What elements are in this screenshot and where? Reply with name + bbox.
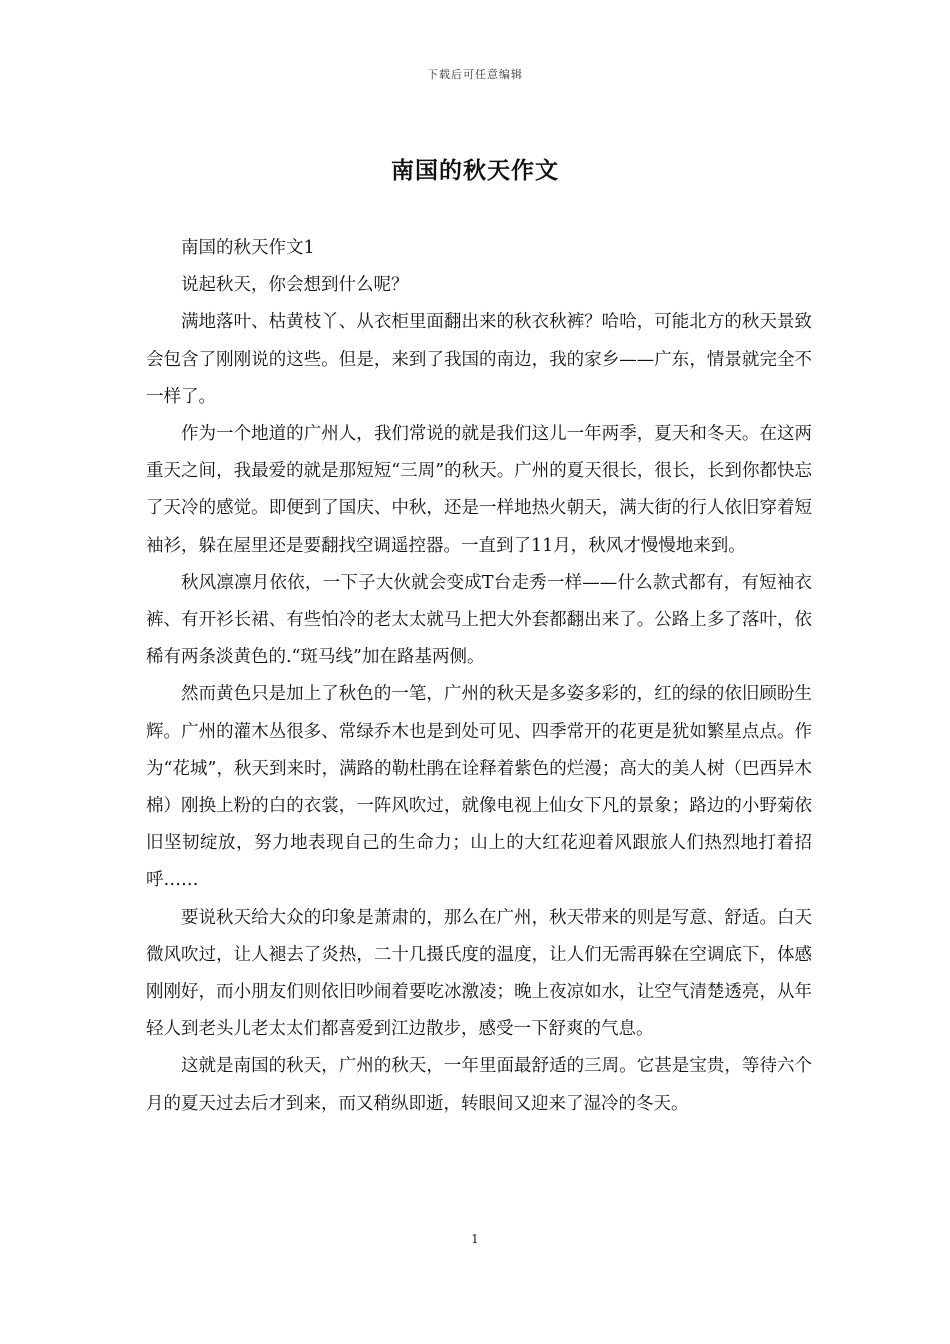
document-body: [146, 230, 812, 1123]
paragraph: 说起秋天，你会想到什么呢？: [181, 275, 409, 296]
header-note: 下载后可任意编辑: [427, 68, 523, 81]
paragraph: 然而黄色只是加上了秋色的一笔，广州的秋天是多姿多彩的，红的绿的依旧顾盼生辉。广州的灌木丛很多、常绿乔木也是到处可见、四季常开的花更是犹如繁星点点。作为“花城”，秋天到来时，满路的勒杜鹃在诠释着紫色的烂漫；高大的美人树（巴西异木棉）刚换上粉的白的衣裳，一阵风吹过，就像电视上仙女下凡的景象；路边的小野菊依旧坚韧绽放，努力地表现自己的生命力；山上的大红花迎着风跟旅人们热烈地打着招呼……: [146, 684, 812, 891]
paragraph: 这就是南国的秋天，广州的秋天，一年里面最舒适的三周。它甚是宝贵，等待六个月的夏天过去后才到来，而又稍纵即逝，转眼间又迎来了湿冷的冬天。: [146, 1056, 812, 1114]
paragraph: 要说秋天给大众的印象是萧肃的，那么在广州，秋天带来的则是写意、舒适。白天微风吹过，让人褪去了炎热，二十几摄氏度的温度，让人们无需再躲在空调底下，体感刚刚好，而小朋友们则依旧吵闹着要吃冰激凌；晚上夜凉如水，让空气清楚透亮，从年轻人到老头儿老太太们都喜爱到江边散步，感受一下舒爽的气息。: [146, 907, 812, 1040]
paragraph: 作为一个地道的广州人，我们常说的就是我们这儿一年两季，夏天和冬天。在这两重天之间，我最爱的就是那短短“三周”的秋天。广州的夏天很长，很长，长到你都快忘了天冷的感觉。即便到了国庆、中秋，还是一样地热火朝天，满大街的行人依旧穿着短袖衫，躲在屋里还是要翻找空调遥控器。一直到了11月，秋风才慢慢地来到。: [146, 424, 812, 556]
paragraph: 满地落叶、枯黄枝丫、从衣柜里面翻出来的秋衣秋裤？哈哈，可能北方的秋天景致会包含了刚刚说的这些。但是，来到了我国的南边，我的家乡——广东，情景就完全不一样了。: [146, 312, 812, 407]
document-title: 南国的秋天作文: [391, 157, 559, 184]
page-number: 1: [471, 1232, 479, 1246]
paragraph: 秋风凛凛月依依，一下子大伙就会变成T台走秀一样——什么款式都有，有短袖衣裤、有开衫长裙、有些怕冷的老太太就马上把大外套都翻出来了。公路上多了落叶，依稀有两条淡黄色的.“斑马线”加在路基两侧。: [146, 572, 812, 668]
paragraph-subtitle: 南国的秋天作文1: [181, 238, 315, 258]
